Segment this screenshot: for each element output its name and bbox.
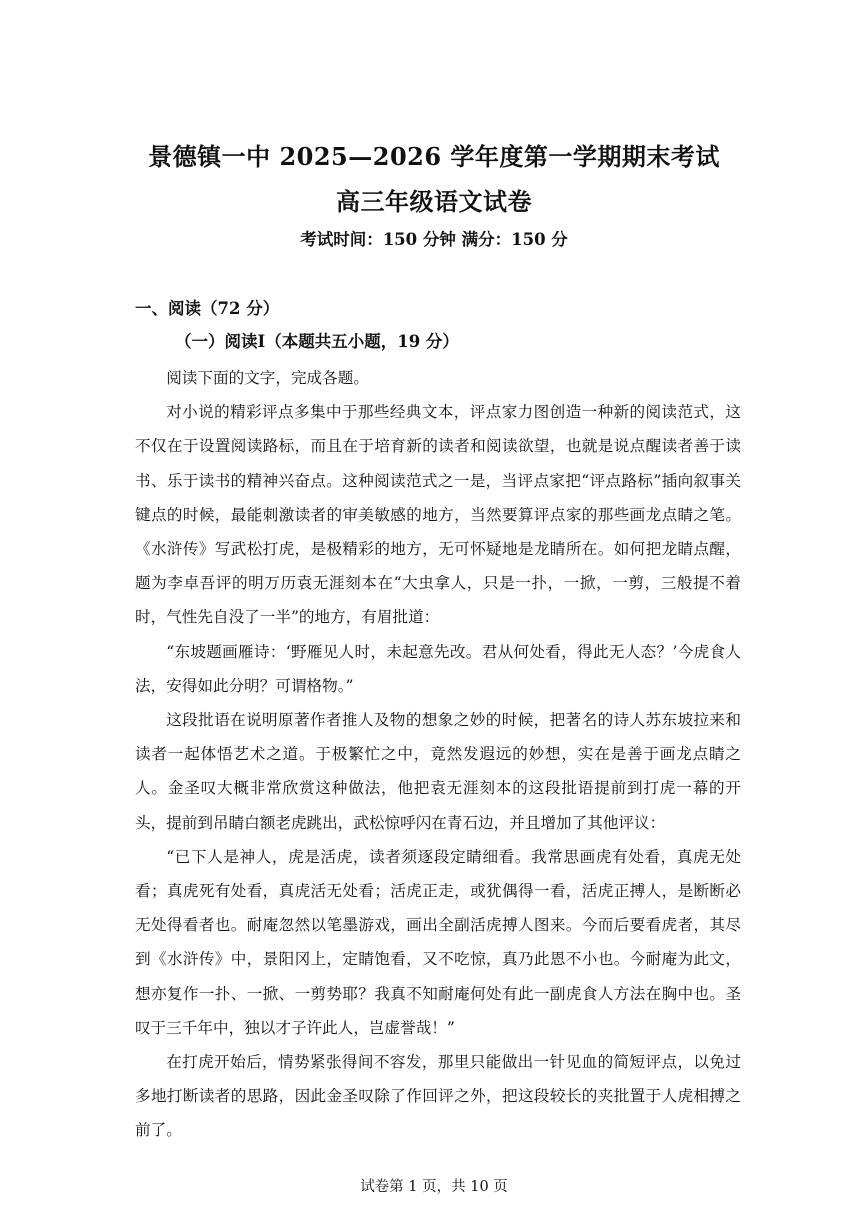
page-number: 试卷第 1 页，共 10 页 — [360, 1179, 508, 1195]
passage-paragraph: 对小说的精彩评点多集中于那些经典文本，评点家力图创造一种新的阅读范式，这不仅在于设置阅读路标，而且在于培育新的读者和阅读欲望，也就是说点醒读者善于读书、乐于读书的精神兴奋点。这种阅读范式之一是，当评点家把“评点路标”插向叙事关键点的时候，最能刺激读者的审美敏感的地方，当然要算评点家的那些画龙点睛之笔。《水浒传》写武松打虎，是极精彩的地方，无可怀疑地是龙睛所在。如何把龙睛点醒，题为李卓吾评的明万历袁无涯刻本在“大虫拿人，只是一扑，一掀，一剪，三般提不着时，气性先自没了一半”的地方，有眉批道： — [135, 403, 741, 627]
passage-paragraph: 这段批语在说明原著作者推人及物的想象之妙的时候，把著名的诗人苏东坡拉来和读者一起体悟艺术之道。于极繁忙之中，竟然发遐远的妙想，实在是善于画龙点睛之人。金圣叹大概非常欣赏这种做法，他把袁无涯刻本的这段批语提前到打虎一幕的开头，提前到吊睛白额老虎跳出，武松惊呼闪在青石边，并且增加了其他评议： — [135, 711, 741, 832]
passage-paragraph: 在打虎开始后，情势紧张得间不容发，那里只能做出一针见血的简短评点，以免过多地打断读者的思路，因此金圣叹除了作回评之外，把这段较长的夹批置于人虎相搏之前了。 — [135, 1053, 741, 1140]
exam-info: 考试时间：150 分钟 满分：150 分 — [300, 230, 568, 249]
exam-title: 景德镇一中 2025—2026 学年度第一学期期末考试 — [148, 142, 720, 171]
exam-subtitle: 高三年级语文试卷 — [336, 187, 532, 216]
instruction-paragraph: 阅读下面的文字，完成各题。 — [166, 369, 369, 387]
reading-passage — [135, 361, 741, 1148]
subsection-heading: （一）阅读I（本题共五小题，19 分） — [175, 332, 459, 351]
quote-paragraph: “东坡题画雁诗：‘野雁见人时，未起意先改。君从何处看，得此无人态？’今虎食人法，安得如此分明？可谓格物。” — [135, 642, 741, 695]
section-heading: 一、阅读（72 分） — [135, 299, 280, 318]
quote-paragraph: “已下人是神人，虎是活虎，读者须逐段定睛细看。我常思画虎有处看，真虎无处看；真虎死有处看，真虎活无处看；活虎正走，或犹偶得一看，活虎正搏人，是断断必无处得看者也。耐庵忽然以笔墨游戏，画出全副活虎搏人图来。今而后要看虎者，其尽到《水浒传》中，景阳冈上，定睛饱看，又不吃惊，真乃此恩不小也。今耐庵为此文，想亦复作一扑、一掀、一剪势耶？我真不知耐庵何处有此一副虎食人方法在胸中也。圣叹于三千年中，独以才子许此人，岂虚誉哉！” — [135, 847, 741, 1037]
